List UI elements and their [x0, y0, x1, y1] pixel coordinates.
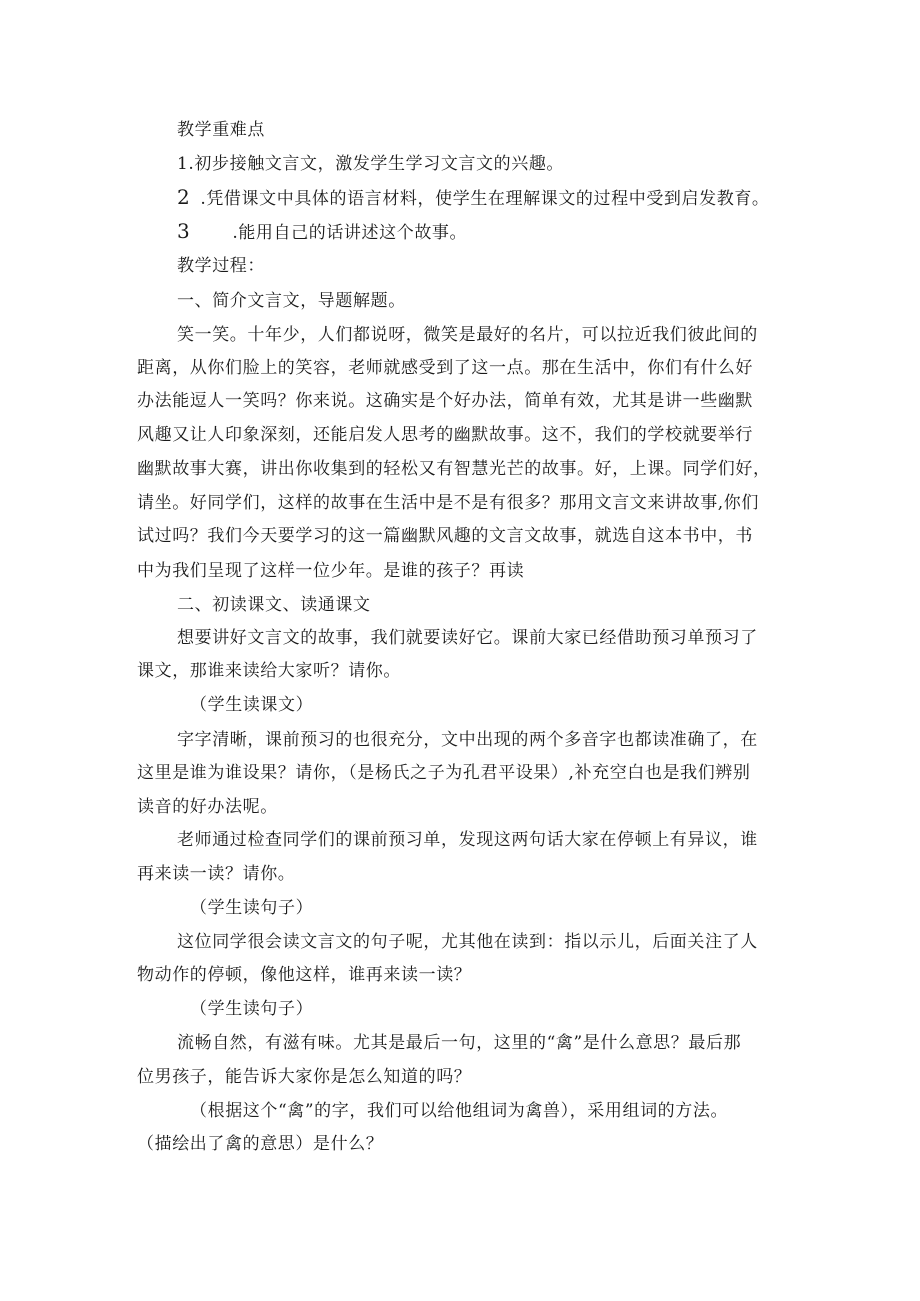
paragraph-line: 物动作的停顿，像他这样，谁再来读一读？ — [137, 965, 472, 985]
note-student-reads-sentence: （学生读句子） — [190, 999, 314, 1019]
key-point-3 — [177, 220, 467, 244]
note-student-reads-text: （学生读课文） — [190, 695, 314, 715]
paragraph-line: 距离，从你们脸上的笑容，老师就感受到了这一点。那在生活中，你们有什么好 — [137, 358, 753, 378]
section-1-title: 一、简介文言文，导题解题。 — [177, 291, 406, 311]
paragraph-line: 位男孩子，能告诉大家你是怎么知道的吗？ — [137, 1067, 472, 1087]
paragraph-line: 读音的好办法呢。 — [137, 797, 278, 817]
heading-process: 教学过程： — [177, 256, 265, 276]
paragraph-line: 请坐。好同学们，这样的故事在生活中是不是有很多？那用文言文来讲故事,你们 — [137, 493, 760, 513]
key-point-2-number: 2 — [177, 185, 191, 209]
key-point-1: 1.初步接触文言文，激发学生学习文言文的兴趣。 — [177, 154, 565, 174]
paragraph-line: 课文，那谁来读给大家听？请你。 — [137, 661, 401, 681]
key-point-3-text: .能用自己的话讲述这个故事。 — [232, 223, 468, 243]
key-point-2 — [177, 186, 770, 210]
key-point-2-text: .凭借课文中具体的语言材料，使学生在理解课文的过程中受到启发教育。 — [200, 189, 770, 209]
heading-key-points: 教学重难点 — [177, 120, 265, 140]
note-student-reads-sentence: （学生读句子） — [190, 898, 314, 918]
paragraph-line: 试过吗？我们今天要学习的这一篇幽默风趣的文言文故事，就选自这本书中，书 — [137, 526, 753, 546]
paragraph-line: 字字清晰，课前预习的也很充分，文中出现的两个多音字也都读准确了，在 — [177, 730, 758, 750]
paragraph-line: 中为我们呈现了这样一位少年。是谁的孩子？再读 — [137, 561, 525, 581]
paragraph-line: 老师通过检查同学们的课前预习单，发现这两句话大家在停顿上有异议，谁 — [177, 830, 758, 850]
paragraph-line: 再来读一读？请你。 — [137, 864, 296, 884]
paragraph-line: 这里是谁为谁设果？请你，（是杨氏之子为孔君平设果）,补充空白也是我们辨别 — [137, 763, 751, 783]
paragraph-line: 风趣又让人印象深刻，还能启发人思考的幽默故事。这不，我们的学校就要举行 — [137, 425, 753, 445]
paragraph-line: 流畅自然，有滋有味。尤其是最后一句，这里的“禽”是什么意思？最后那 — [177, 1033, 742, 1053]
paragraph-line: 想要讲好文言文的故事，我们就要读好它。课前大家已经借助预习单预习了 — [177, 628, 758, 648]
paragraph-line: （根据这个“禽”的字，我们可以给他组词为禽兽），采用组词的方法。 — [190, 1101, 729, 1121]
paragraph-line: （描绘出了禽的意思）是什么？ — [137, 1134, 384, 1154]
paragraph-line: 这位同学很会读文言文的句子呢，尤其他在读到：指以示儿，后面关注了人 — [177, 932, 758, 952]
paragraph-line: 幽默故事大赛，讲出你收集到的轻松又有智慧光芒的故事。好，上课。同学们好， — [137, 459, 771, 479]
key-point-3-number: 3 — [177, 219, 191, 243]
section-2-title: 二、初读课文、读通课文 — [177, 595, 371, 615]
paragraph-line: 笑一笑。十年少，人们都说呀，微笑是最好的名片，可以拉近我们彼此间的 — [177, 325, 758, 345]
paragraph-line: 办法能逗人一笑吗？你来说。这确实是个好办法，简单有效，尤其是讲一些幽默 — [137, 391, 753, 411]
